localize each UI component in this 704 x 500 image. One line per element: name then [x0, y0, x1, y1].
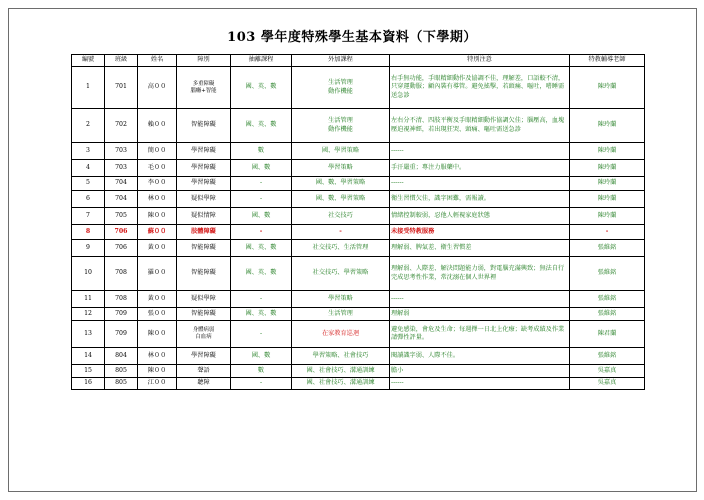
cell-teacher: 張維銘: [570, 308, 645, 321]
header-row: [72, 55, 645, 67]
cell-extra: 國、數、學習策略: [292, 191, 390, 208]
table-row: [72, 225, 645, 240]
cell-name: 林００: [138, 348, 177, 365]
header-teacher: 特教輔導老師: [570, 55, 645, 67]
cell-name: 羅００: [138, 257, 177, 291]
cell-name: 林００: [138, 191, 177, 208]
cell-teacher: 吳嘉真: [570, 365, 645, 378]
cell-class: 709: [105, 308, 138, 321]
table-row: [72, 67, 645, 109]
cell-class: 804: [105, 348, 138, 365]
cell-extra: 國、數、學習策略: [292, 177, 390, 191]
table-row: [72, 348, 645, 365]
table-row: [72, 208, 645, 225]
cell-name: 高００: [138, 67, 177, 109]
cell-pullout: -: [231, 191, 292, 208]
cell-name: 蘇００: [138, 225, 177, 240]
table-row: [72, 365, 645, 378]
cell-teacher: 陳玲蘭: [570, 67, 645, 109]
cell-pullout: -: [231, 378, 292, 390]
cell-teacher: 張維銘: [570, 257, 645, 291]
cell-type: 疑似學障: [177, 291, 231, 308]
cell-no: 14: [72, 348, 105, 365]
header-note: 特別注意: [390, 55, 570, 67]
cell-type: 學習障礙: [177, 348, 231, 365]
cell-extra: 生活管理: [292, 308, 390, 321]
cell-name: 張００: [138, 308, 177, 321]
cell-class: 805: [105, 378, 138, 390]
cell-name: 陳００: [138, 321, 177, 348]
cell-name: 黃００: [138, 291, 177, 308]
cell-note: ------: [390, 177, 570, 191]
header-name: 姓名: [138, 55, 177, 67]
cell-pullout: -: [231, 225, 292, 240]
cell-extra: 學習策略: [292, 160, 390, 177]
cell-note: 理解弱、脾氣差、衛生習慣差: [390, 240, 570, 257]
cell-note: 左右分不清、四肢平衡及手眼精細動作協調欠佳；腦壓高，血塊壓迫視神經，若出現狂哭、頭痛、嘔吐需送急診: [390, 109, 570, 143]
cell-class: 703: [105, 160, 138, 177]
cell-note: 衛生習慣欠佳，識字困難，需報讀。: [390, 191, 570, 208]
table-row: [72, 177, 645, 191]
cell-type: 學習障礙: [177, 177, 231, 191]
cell-note: 右手無功能，手眼精細動作及協調不佳，理解差，口語較不清，只穿運動服；顧內裝有導管。避免搖擊，若頭痛、嘔吐，嗜睡需送急診: [390, 67, 570, 109]
cell-teacher: 陳玲蘭: [570, 143, 645, 160]
cell-no: 12: [72, 308, 105, 321]
cell-no: 13: [72, 321, 105, 348]
cell-type: 智能障礙: [177, 109, 231, 143]
cell-no: 11: [72, 291, 105, 308]
cell-note: ------: [390, 378, 570, 390]
cell-note: 閱讀識字弱、人際不佳。: [390, 348, 570, 365]
cell-name: 毛００: [138, 160, 177, 177]
header-class: 班級: [105, 55, 138, 67]
cell-teacher: 陳玲蘭: [570, 109, 645, 143]
cell-teacher: 吳嘉真: [570, 378, 645, 390]
cell-pullout: 國、英、數: [231, 308, 292, 321]
cell-type: 聽障: [177, 378, 231, 390]
cell-class: 701: [105, 67, 138, 109]
cell-class: 706: [105, 240, 138, 257]
cell-class: 705: [105, 208, 138, 225]
cell-extra: 生活管理 動作機能: [292, 109, 390, 143]
cell-type: 聲語: [177, 365, 231, 378]
header-type: 障別: [177, 55, 231, 67]
cell-name: 陳００: [138, 365, 177, 378]
cell-pullout: 國、數: [231, 208, 292, 225]
cell-teacher: 陳玲蘭: [570, 191, 645, 208]
cell-note: 未接受特教服務: [390, 225, 570, 240]
cell-note: 情緒控制較弱，忍他人輕視家庭狀態: [390, 208, 570, 225]
cell-class: 709: [105, 321, 138, 348]
cell-extra: -: [292, 225, 390, 240]
cell-type: 智能障礙: [177, 257, 231, 291]
cell-name: 陳００: [138, 208, 177, 225]
cell-pullout: -: [231, 177, 292, 191]
cell-note: ------: [390, 143, 570, 160]
cell-extra: 學習策略: [292, 291, 390, 308]
cell-extra: 在家教育巡迴: [292, 321, 390, 348]
cell-class: 702: [105, 109, 138, 143]
cell-teacher: 張維銘: [570, 348, 645, 365]
table-row: [72, 257, 645, 291]
cell-pullout: 國、英、數: [231, 67, 292, 109]
cell-type: 疑似情障: [177, 208, 231, 225]
cell-teacher: 陳玲蘭: [570, 160, 645, 177]
cell-type: 多重障礙 腦癱+智能: [177, 67, 231, 109]
cell-type: 肢體障礙: [177, 225, 231, 240]
cell-pullout: 國、英、數: [231, 240, 292, 257]
cell-extra: 社交技巧、生活管理: [292, 240, 390, 257]
table-row: [72, 291, 645, 308]
cell-type: 智能障礙: [177, 308, 231, 321]
table-row: [72, 160, 645, 177]
cell-name: 簡００: [138, 143, 177, 160]
cell-no: 10: [72, 257, 105, 291]
cell-no: 5: [72, 177, 105, 191]
cell-class: 708: [105, 291, 138, 308]
cell-extra: 國、社會技巧、溝通訓練: [292, 378, 390, 390]
cell-pullout: 數: [231, 143, 292, 160]
cell-pullout: 國、數: [231, 348, 292, 365]
cell-note: 避免感染，會危及生命；每週擇一日北上化療；缺考成績及作業請彈性評量。: [390, 321, 570, 348]
cell-no: 16: [72, 378, 105, 390]
cell-type: 智能障礙: [177, 240, 231, 257]
cell-no: 6: [72, 191, 105, 208]
cell-no: 9: [72, 240, 105, 257]
cell-pullout: 國、英、數: [231, 109, 292, 143]
document-title: 103 學年度特殊學生基本資料（下學期）: [227, 30, 477, 45]
cell-type: 學習障礙: [177, 143, 231, 160]
cell-no: 3: [72, 143, 105, 160]
cell-no: 1: [72, 67, 105, 109]
cell-name: 賴００: [138, 109, 177, 143]
cell-extra: 社交技巧: [292, 208, 390, 225]
cell-note: 理解弱、人際差、解決問題能力弱，對電腦充滿興致；無法自行完成思考性作業，常沈溺在個人世界裡: [390, 257, 570, 291]
cell-extra: 生活管理 動作機能: [292, 67, 390, 109]
table-row: [72, 191, 645, 208]
cell-type: 疑似學障: [177, 191, 231, 208]
cell-class: 805: [105, 365, 138, 378]
table-row: [72, 378, 645, 390]
cell-note: ------: [390, 291, 570, 308]
table-row: [72, 143, 645, 160]
cell-teacher: -: [570, 225, 645, 240]
cell-class: 703: [105, 143, 138, 160]
cell-teacher: 張維銘: [570, 291, 645, 308]
cell-extra: 國、社會技巧、溝通訓練: [292, 365, 390, 378]
cell-class: 704: [105, 191, 138, 208]
cell-pullout: -: [231, 321, 292, 348]
table-row: [72, 240, 645, 257]
cell-teacher: 陳玲蘭: [570, 208, 645, 225]
student-table: [71, 54, 645, 390]
cell-extra: 國、學習策略: [292, 143, 390, 160]
header-extra: 外加課程: [292, 55, 390, 67]
cell-type: 學習障礙: [177, 160, 231, 177]
header-pullout: 抽離課程: [231, 55, 292, 67]
cell-no: 7: [72, 208, 105, 225]
cell-note: 理解弱: [390, 308, 570, 321]
cell-pullout: -: [231, 291, 292, 308]
cell-note: 膽小: [390, 365, 570, 378]
cell-teacher: 張維銘: [570, 240, 645, 257]
cell-teacher: 陳君蘭: [570, 321, 645, 348]
cell-extra: 學習策略、社會技巧: [292, 348, 390, 365]
table-row: [72, 109, 645, 143]
cell-class: 704: [105, 177, 138, 191]
cell-pullout: 數: [231, 365, 292, 378]
cell-extra: 社交技巧、學習策略: [292, 257, 390, 291]
cell-class: 708: [105, 257, 138, 291]
cell-pullout: 國、數: [231, 160, 292, 177]
cell-name: 李００: [138, 177, 177, 191]
header-no: 編號: [72, 55, 105, 67]
cell-no: 15: [72, 365, 105, 378]
cell-no: 4: [72, 160, 105, 177]
cell-no: 8: [72, 225, 105, 240]
cell-name: 江００: [138, 378, 177, 390]
cell-teacher: 陳玲蘭: [570, 177, 645, 191]
cell-note: 手汗嚴重；專注力服藥中。: [390, 160, 570, 177]
cell-no: 2: [72, 109, 105, 143]
cell-class: 706: [105, 225, 138, 240]
cell-name: 黃００: [138, 240, 177, 257]
table-row: [72, 321, 645, 348]
cell-type: 身體病弱 白血病: [177, 321, 231, 348]
cell-pullout: 國、英、數: [231, 257, 292, 291]
table-row: [72, 308, 645, 321]
